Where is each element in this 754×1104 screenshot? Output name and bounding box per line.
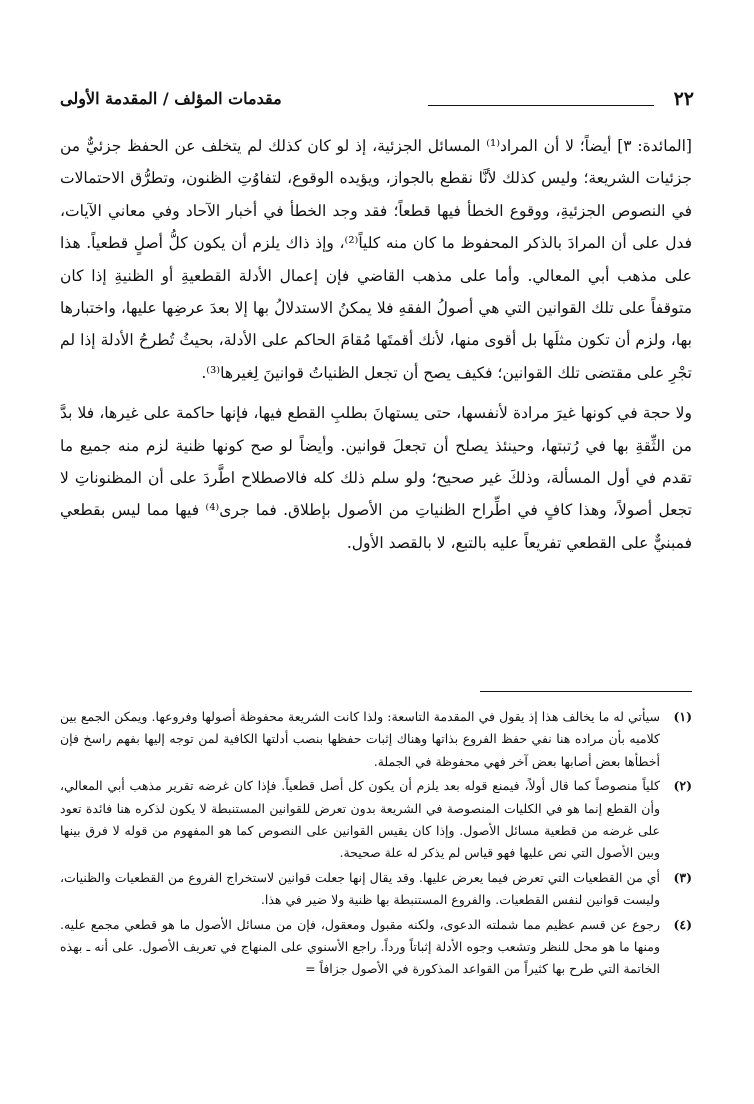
footnote-number: (٣) — [673, 869, 692, 885]
footnote-text: سيأتي له ما يخالف هذا إذ يقول في المقدمة التاسعة: ولذا كانت الشريعة محفوظة أصولها وفروعها. ويمكن الجمع بين كلاميه بأن مراده هنا نفي حفظ الفروع بذاتها وهناك إثبات حفظها بنصب أدلتها الكافية لمن توجه إليها بفهم راسخ فإن أخطأها بعض أصابها بعض آخر فهي محفوظة في الجملة. — [60, 709, 660, 769]
running-title: مقدمات المؤلف / المقدمة الأولى — [60, 89, 282, 108]
page-number: ٢٢ — [673, 88, 694, 110]
footnote-number: (١) — [673, 709, 692, 724]
footnote-number: (٤) — [673, 916, 692, 932]
main-text — [60, 130, 692, 559]
footnote-number: (٢) — [673, 778, 692, 794]
footnote — [60, 867, 692, 912]
footnote-separator — [480, 691, 692, 692]
footnote-text: رجوع عن قسم عظيم مما شملته الدعوى، ولكنه مقبول ومعقول، فإن من مسائل الأصول ما هو قطعي مجمع عليه. ومنها ما هو محل للنظر وتشعب وجوه الأدلة إثباتاً ورداً. راجع الأسنوي على المنهاج في تعريف الأصول. على أنه ـ بهذه الخاتمة التي طرح بها كثيراً من القواعد المذكورة في الأصول جزافاً = — [60, 916, 660, 977]
header-rule — [428, 105, 654, 106]
footnote — [60, 914, 692, 981]
footnote — [60, 706, 692, 773]
footnote-text: أي من القطعيات التي تعرض فيما يعرض عليها. وقد يقال إنها جعلت قوانين لاستخراج الفروع من القطعيات والظنيات، وليست قوانين لنفس القطعيات. والفروع المستنبطة بها ظنية ولا ضير في هذا. — [60, 869, 660, 908]
footnotes — [60, 706, 692, 981]
page-header — [60, 84, 694, 116]
footnote — [60, 775, 692, 865]
main-paragraph: [المائدة: ٣] أيضاً؛ لا أن المراد⁽¹⁾ المسائل الجزئية، إذ لو كان كذلك لم يتخلف عن الحفظ جزئيٌّ من جزئيات الشريعة؛ وليس كذلك لأنَّا نقطع بالجواز، ويؤيده الوقوع، لتفاوُتِ الظنون، وتطرُّق الاحتمالات في النصوص الجزئيةِ، ووقوع الخطأ فيها قطعاً؛ فقد وجد الخطأ في أخبار الآحاد وفي معاني الآيات، فدل على أن المرادَ بالذكر المحفوظ ما كان منه كلياً⁽²⁾، وإذ ذاك يلزم أن يكون كلُّ أصلٍ قطعياً. هذا على مذهب أبي المعالي. وأما على مذهب القاضي فإن إعمال الأدلة القطعيةِ أو الظنيةِ إذا كان متوقفاً على تلك القوانين التي هي أصولُ الفقهِ فلا يمكنُ الاستدلالُ بها إلا بعدَ عرضِها عليها، واختبارها بها، ولزم أن تكون مثلَها بل أقوى منها، لأنك أقمتَها مُقامَ الحاكم على الأدلة، بحيثُ تُطرحُ الأدلة إذا لم تجْرِ على مقتضى تلك القوانين؛ فكيف يصح أن تجعل الظنياتُ قوانينَ لِغيرها⁽³⁾. — [60, 137, 692, 382]
footnote-text: كلياً منصوصاً كما قال أولاً، فيمنع قوله بعد يلزم أن يكون كل أصل قطعياً. فإذا كان غرضه تقرير مذهب أبي المعالي، وأن القطع إنما هو في الكليات المنصوصة في الشريعة بدون تعرض للقوانين المستنبطة لا يكون لذكره هنا فائدة تعود على غرضه من قطعية مسائل الأصول. وإذا كان يقيس القوانين على النصوص كما هو المفهوم من قوله لا فرق بينها وبين الأصول التي نص عليها فهو قياس لم يذكر له علة صحيحة. — [60, 778, 660, 861]
main-paragraph: ولا حجة في كونها غيرَ مرادة لأنفسها، حتى يستهانَ بطلبِ القطع فيها، فإنها حاكمة على غيرها، فلا بدَّ من الثِّقةِ بها في رُتبتها، وحينئذ يصلح أن تجعلَ قوانين. وأيضاً لو صح كونها ظنية لزم منه جميع ما تقدم في أول المسألة، وذلكَ غير صحيح؛ ولو سلم ذلك كله فالاصطلاح اطَّردَ على أن المظنوناتِ لا تجعل أصولاً، وهذا كافٍ في اطِّراح الظنياتِ من الأصول بإطلاق. فما جرى⁽⁴⁾ فيها مما ليس بقطعي فمبنيٌّ على القطعي تفريعاً عليه بالتبع، لا بالقصد الأول. — [60, 404, 692, 552]
